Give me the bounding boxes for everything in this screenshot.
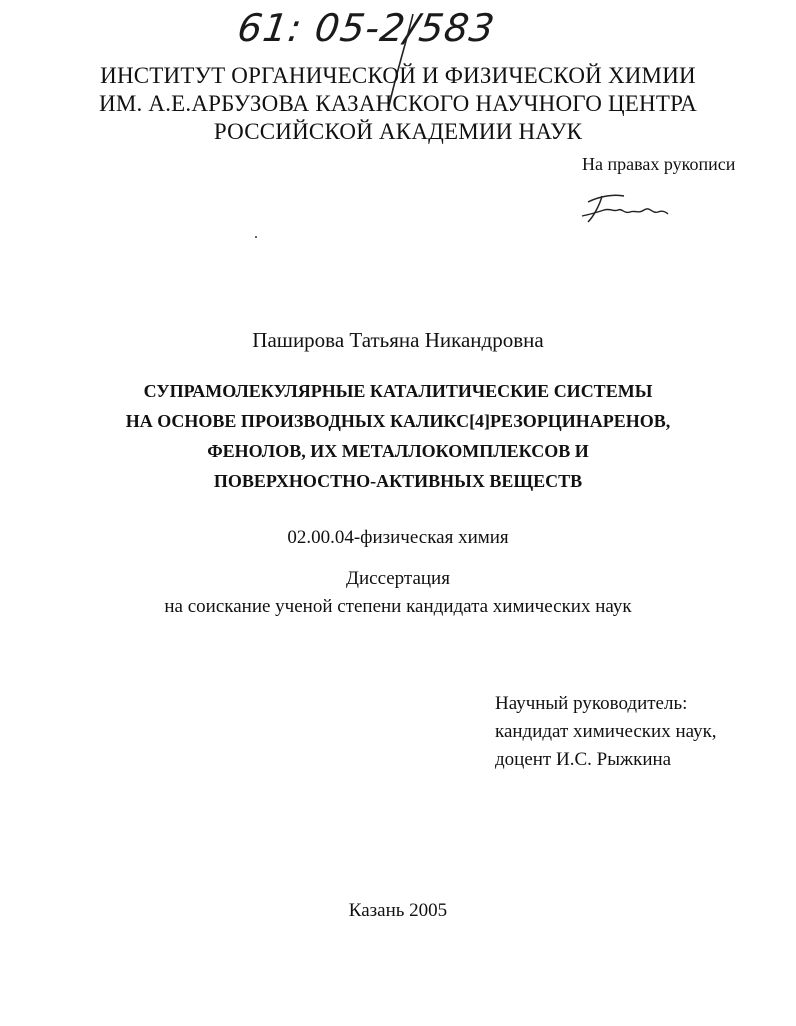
manuscript-rights-label: На правах рукописи — [582, 154, 736, 174]
author-name: Паширова Татьяна Никандровна — [252, 328, 544, 352]
title-line-3: ФЕНОЛОВ, ИХ МЕТАЛЛОКОМПЛЕКСОВ И — [207, 441, 589, 461]
supervisor-title: кандидат химических наук, — [495, 721, 717, 742]
specialty-code: 02.00.04-физическая химия — [287, 527, 509, 548]
handwritten-archive-number: 61: 05-2/583 — [234, 6, 498, 50]
speck-mark — [255, 236, 257, 238]
title-line-4: ПОВЕРХНОСТНО-АКТИВНЫХ ВЕЩЕСТВ — [213, 471, 583, 491]
degree-type: Диссертация — [346, 568, 450, 589]
institute-name-line-3: РОССИЙСКОЙ АКАДЕМИИ НАУК — [213, 119, 583, 144]
signature-icon — [580, 188, 670, 228]
title-line-1: СУПРАМОЛЕКУЛЯРНЫЕ КАТАЛИТИЧЕСКИЕ СИСТЕМЫ — [143, 381, 653, 401]
supervisor-name: доцент И.С. Рыжкина — [495, 749, 672, 770]
title-line-2: НА ОСНОВЕ ПРОИЗВОДНЫХ КАЛИКС[4]РЕЗОРЦИНАРЕНОВ, — [125, 411, 671, 431]
city-year: Казань 2005 — [348, 900, 448, 921]
institute-name-line-2: ИМ. А.Е.АРБУЗОВА КАЗАНСКОГО НАУЧНОГО ЦЕНТРА — [99, 91, 697, 116]
supervisor-label: Научный руководитель: — [495, 693, 688, 714]
institute-name-line-1: ИНСТИТУТ ОРГАНИЧЕСКОЙ И ФИЗИЧЕСКОЙ ХИМИИ — [100, 63, 696, 88]
degree-description: на соискание ученой степени кандидата химических наук — [164, 596, 632, 617]
